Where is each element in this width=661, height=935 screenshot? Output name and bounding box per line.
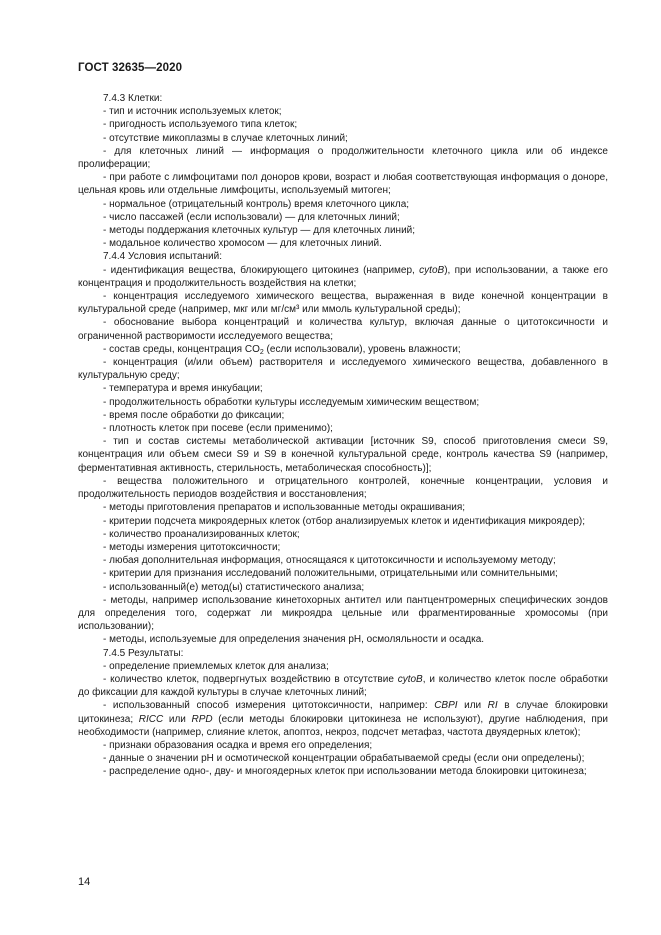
text-run: (если методы блокировки цитокинеза не используют), другие наблюдения, при необходимости (например, слияние клеток, апоптоз, некроз, подсчет метафаз, частота двуядерных клеток);: [78, 713, 608, 738]
text-run: - критерии для признания исследований положительными, отрицательными или сомнительными;: [103, 568, 558, 580]
paragraph: [78, 554, 608, 567]
italic-term: RI: [487, 700, 498, 712]
paragraph: [78, 316, 608, 342]
text-run: - методы измерения цитотоксичности;: [103, 541, 281, 553]
paragraph: [78, 594, 608, 634]
paragraph: [78, 343, 608, 356]
text-run: или: [163, 713, 192, 725]
text-run: или: [457, 700, 488, 712]
paragraph: [78, 765, 608, 778]
text-run: - тип и источник используемых клеток;: [103, 106, 282, 118]
text-run: - критерии подсчета микроядерных клеток (отбор анализируемых клеток и идентификация микроядер);: [103, 515, 585, 527]
text-run: - методы поддержания клеточных культур — для клеточных линий;: [103, 225, 416, 237]
text-run: - методы, например использование кинетохорных антител или пантцентромерных специфических зондов для определения того, содержат ли микроядра цельные или фрагментированные хромосомы (при использовании);: [78, 594, 608, 633]
paragraph: [78, 237, 608, 250]
text-run: - признаки образования осадка и время его определения;: [103, 739, 373, 751]
text-run: 7.4.3 Клетки:: [103, 93, 163, 104]
text-run: , и количество клеток после обработки до фиксации для каждой культуры в случае клеточных линий;: [78, 673, 608, 699]
text-run: - концентрация исследуемого химического вещества, выраженная в виде конечной концентрации в культуральной среде (например, мкг или мг/см³ или ммоль культуральной среды);: [78, 291, 608, 316]
text-run: - определение приемлемых клеток для анализа;: [103, 660, 329, 672]
paragraph: [78, 739, 608, 752]
text-run: - температура и время инкубации;: [103, 383, 263, 395]
text-run: - использованный способ измерения цитотоксичности, например:: [103, 700, 435, 712]
text-run: - при работе с лимфоцитами пол доноров крови, возраст и любая соответствующая информация о доноре, цельная кровь или отдельные лимфоциты, используемый митоген;: [78, 172, 608, 197]
text-run: - методы, используемые для определения значения pH, осмоляльности и осадка.: [103, 634, 485, 646]
paragraph: [78, 633, 608, 646]
paragraph: [78, 752, 608, 765]
text-run: - концентрация (и/или объем) растворителя и исследуемого химического вещества, добавленного в культуральную среду;: [78, 357, 608, 382]
paragraph: [78, 673, 608, 699]
paragraph: [78, 224, 608, 237]
text-run: - отсутствие микоплазмы в случае клеточных линий;: [103, 132, 348, 144]
paragraph: [78, 356, 608, 382]
paragraph: [78, 699, 608, 739]
paragraph: [78, 528, 608, 541]
paragraph: [78, 198, 608, 211]
paragraph: [78, 145, 608, 171]
paragraph: [78, 660, 608, 673]
italic-term: RPD: [191, 713, 213, 725]
paragraph: [78, 92, 608, 105]
text-run: - плотность клеток при посеве (если применимо);: [103, 423, 333, 435]
paragraph: [78, 105, 608, 118]
paragraph: [78, 409, 608, 422]
text-run: - методы приготовления препаратов и использованные методы окрашивания;: [103, 502, 466, 514]
text-run: - для клеточных линий — информация о продолжительности клеточного цикла или об индексе пролиферации;: [78, 145, 608, 171]
paragraph: [78, 647, 608, 660]
document-body: [78, 92, 608, 779]
paragraph: [78, 396, 608, 409]
paragraph: [78, 501, 608, 514]
text-run: в случае блокировки цитокинеза;: [78, 700, 608, 725]
paragraph: [78, 290, 608, 316]
text-run: - число пассажей (если использовали) — для клеточных линий;: [103, 211, 400, 223]
text-run: - тип и состав системы метаболической активации [источник S9, способ приготовления смеси S9, концентрация или объем смеси S9 и S9 в конечной культуральной среде, контроль качества S9 (например, ферментативная активность, стерильность, метаболическая способность)];: [78, 436, 608, 474]
subscript: 2: [259, 348, 264, 356]
paragraph: [78, 382, 608, 395]
text-run: - количество проанализированных клеток;: [103, 528, 300, 540]
text-run: - продолжительность обработки культуры исследуемым химическим веществом;: [103, 396, 480, 408]
text-run: (если использовали), уровень влажности;: [263, 343, 461, 355]
paragraph: [78, 132, 608, 145]
text-run: - пригодность используемого типа клеток;: [103, 119, 298, 131]
text-run: - нормальное (отрицательный контроль) время клеточного цикла;: [103, 198, 410, 210]
text-run: - использованный(е) метод(ы) статистического анализа;: [103, 581, 365, 593]
text-run: - данные о значении pH и осмотической концентрации обрабатываемой среды (если они определены);: [103, 753, 585, 765]
text-run: - идентификация вещества, блокирующего цитокинез (например,: [103, 264, 420, 276]
paragraph: [78, 211, 608, 224]
italic-term: cytoB: [419, 264, 445, 276]
paragraph: [78, 171, 608, 197]
text-run: ), при использовании, а также его концентрация и продолжительность воздействия на клетки;: [78, 264, 608, 289]
text-run: - распределение одно-, дву- и многоядерных клеток при использовании метода блокировки цитокинеза;: [103, 766, 587, 778]
paragraph: [78, 422, 608, 435]
italic-term: CBPI: [434, 700, 458, 712]
paragraph: [78, 475, 608, 501]
text-run: - время после обработки до фиксации;: [103, 409, 285, 421]
text-run: - вещества положительного и отрицательного контролей, конечные концентрации, условия и продолжительность периодов воздействия и восстановления;: [78, 475, 608, 501]
text-run: - любая дополнительная информация, относящаяся к цитотоксичности и используемому методу;: [103, 555, 556, 567]
text-run: 7.4.5 Результаты:: [103, 647, 184, 659]
text-run: - состав среды, концентрация CO: [103, 343, 260, 355]
text-run: - количество клеток, подвергнутых воздействию в отсутствие: [103, 673, 398, 685]
standard-header: ГОСТ 32635—2020: [78, 62, 183, 74]
paragraph: [78, 118, 608, 131]
paragraph: [78, 250, 608, 263]
text-run: 7.4.4 Условия испытаний:: [103, 251, 222, 263]
paragraph: [78, 541, 608, 554]
paragraph: [78, 435, 608, 475]
page-number: 14: [78, 876, 91, 888]
text-run: - обоснование выбора концентраций и количества культур, включая данные о цитотоксичности и ограниченной растворимости исследуемого вещества;: [78, 317, 608, 342]
italic-term: cytoB: [397, 673, 423, 685]
paragraph: [78, 264, 608, 290]
paragraph: [78, 515, 608, 528]
text-run: - модальное количество хромосом — для клеточных линий.: [103, 238, 382, 250]
paragraph: [78, 581, 608, 594]
italic-term: RICC: [138, 713, 164, 725]
paragraph: [78, 567, 608, 580]
